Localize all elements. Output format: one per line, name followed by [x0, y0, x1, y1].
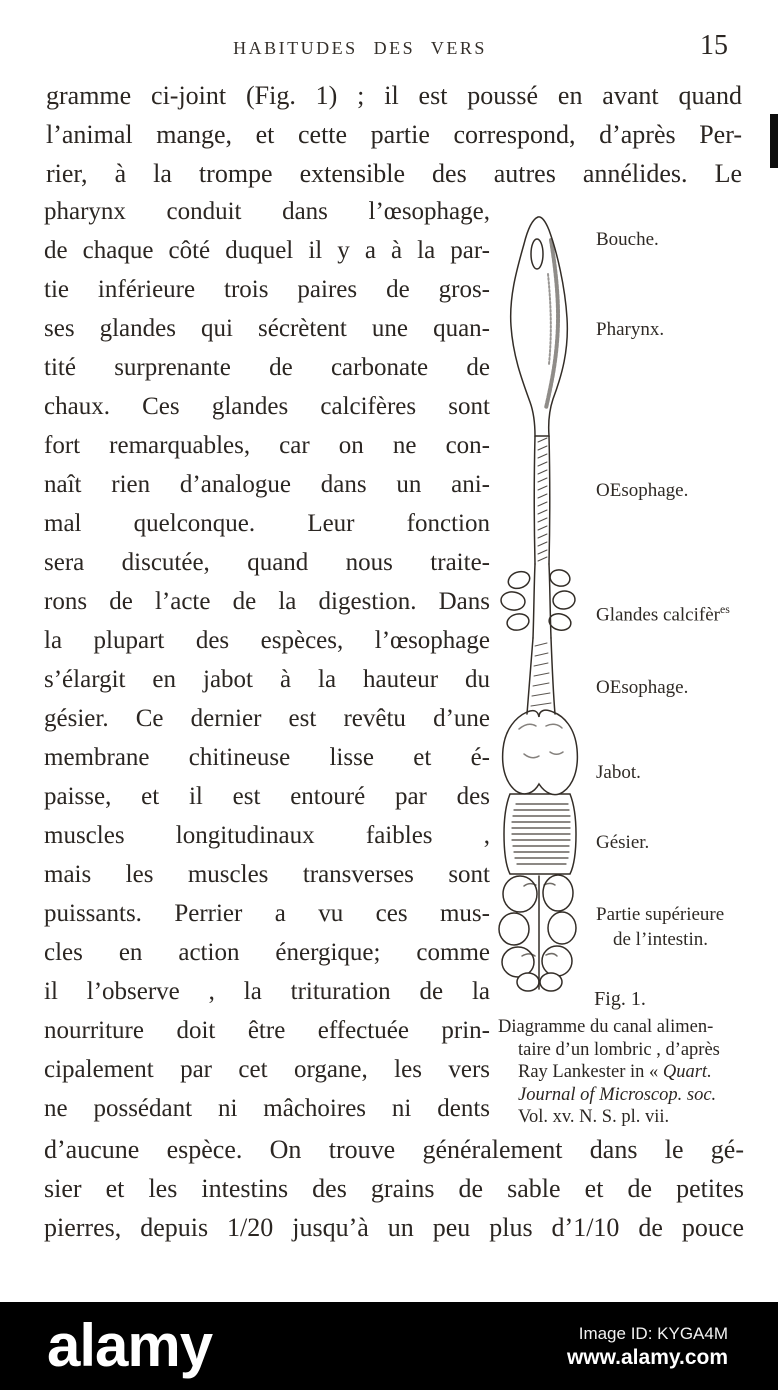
text-line: tie inférieure trois paires de gros-: [44, 276, 490, 303]
text-line: mais les muscles transverses sont: [44, 861, 490, 888]
text-line: ses glandes qui sécrètent une quan-: [44, 315, 490, 342]
text-line: rier, à la trompe extensible des autres annélides. Le: [46, 159, 742, 188]
figure-label: Pharynx.: [596, 319, 665, 340]
watermark-bar: [0, 1302, 778, 1390]
figure-label: Bouche.: [596, 229, 659, 250]
worm-alimentary-canal-figure: [494, 214, 586, 996]
text-line: ne possédant ni mâchoires ni dents: [44, 1095, 490, 1122]
text-line: gramme ci-joint (Fig. 1) ; il est poussé en avant quand: [46, 81, 742, 110]
text-line: fort remarquables, car on ne con-: [44, 432, 490, 459]
text-line: sier et les intestins des grains de sable et de petites: [44, 1174, 744, 1203]
text-line: Journal of Microscop. soc.: [518, 1084, 717, 1105]
text-line: muscles longitudinaux faibles ,: [44, 822, 490, 849]
text-line: Vol. xv. N. S. pl. vii.: [518, 1107, 670, 1127]
text-line: pharynx conduit dans l’œsophage,: [44, 198, 490, 225]
left-column-paragraph: [44, 192, 490, 1128]
text-line: naît rien d’analogue dans un ani-: [44, 471, 490, 498]
text-line: tité surprenante de carbonate de: [44, 354, 490, 381]
alamy-url-text: www.alamy.com: [566, 1346, 728, 1369]
figure-label: Gésier.: [596, 832, 650, 853]
text-line: puissants. Perrier a vu ces mus-: [44, 900, 490, 927]
text-line: nourriture doit être effectuée prin-: [44, 1017, 490, 1044]
figure-label: Glandes calcifèr$^{es}$: [596, 603, 730, 626]
alamy-logo: alamy: [47, 1312, 213, 1379]
text-line: il l’observe , la trituration de la: [44, 978, 490, 1005]
scan-edge-artifact: [770, 114, 778, 168]
text-line: cipalement par cet organe, les vers: [44, 1056, 490, 1083]
figure-label: OEsophage.: [596, 677, 689, 698]
text-line: s’élargit en jabot à la hauteur du: [44, 666, 490, 693]
figure-label: Partie supérieure de l’intestin.: [596, 904, 725, 950]
figure-label: OEsophage.: [596, 480, 689, 501]
running-header: HABITUDES DES VERS: [233, 38, 487, 58]
text-line: l’animal mange, et cette partie correspond, d’après Per-: [46, 120, 742, 149]
text-line: cles en action énergique; comme: [44, 939, 490, 966]
text-line: Diagramme du canal alimen-: [498, 1017, 714, 1037]
page-number: 15: [700, 30, 728, 61]
figure-caption: [498, 1016, 760, 1129]
text-line: de chaque côté duquel il y a à la par-: [44, 237, 490, 264]
text-line: chaux. Ces glandes calcifères sont: [44, 393, 490, 420]
text-line: paisse, et il est entouré par des: [44, 783, 490, 810]
text-line: d’aucune espèce. On trouve généralement dans le gé-: [44, 1135, 744, 1164]
text-line: rons de l’acte de la digestion. Dans: [44, 588, 490, 615]
image-id-text: Image ID: KYGA4M: [578, 1324, 728, 1343]
text-line: pierres, depuis 1/20 jusqu’à un peu plus d’1/10 de pouce: [44, 1213, 744, 1242]
text-line: membrane chitineuse lisse et é-: [44, 744, 490, 771]
text-line: la plupart des espèces, l’œsophage: [44, 627, 490, 654]
text-line: gésier. Ce dernier est revêtu d’une: [44, 705, 490, 732]
text-line: sera discutée, quand nous traite-: [44, 549, 490, 576]
intro-paragraph: [46, 76, 742, 193]
text-line: Ray Lankester in « Quart.: [518, 1062, 712, 1082]
figure-number: Fig. 1.: [594, 988, 646, 1010]
text-line: mal quelconque. Leur fonction: [44, 510, 490, 537]
figure-label: Jabot.: [596, 762, 641, 783]
text-line: taire d’un lombric , d’après: [518, 1039, 720, 1060]
bottom-paragraph: [44, 1130, 744, 1247]
